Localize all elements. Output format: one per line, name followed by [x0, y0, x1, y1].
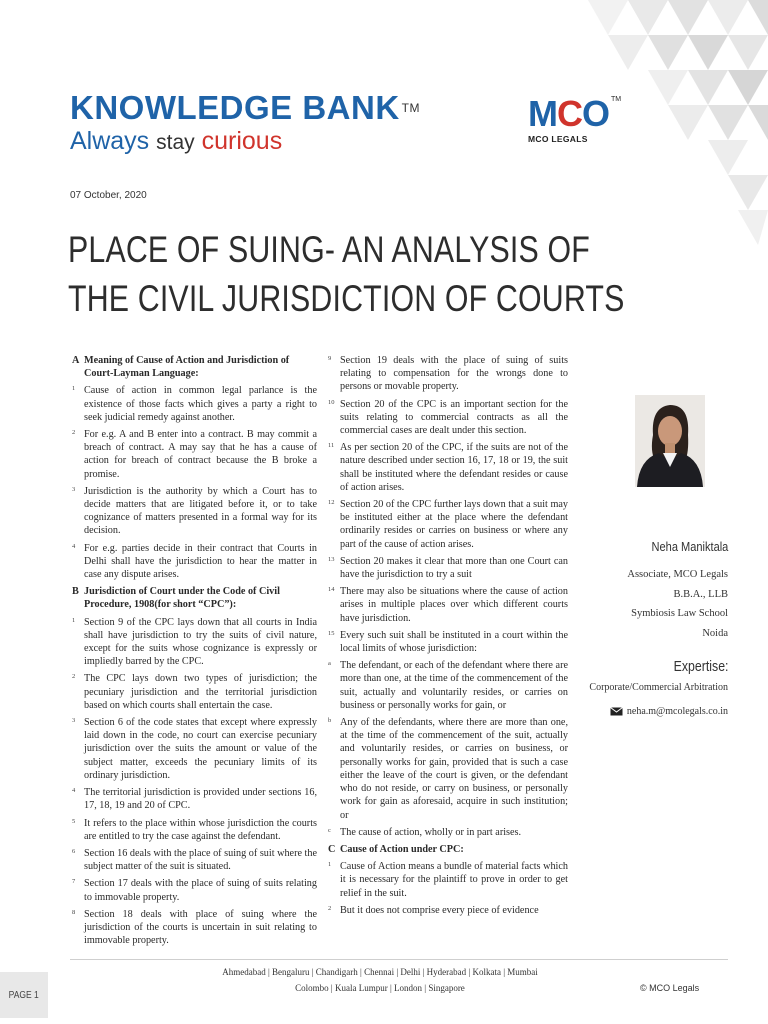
author-name: Neha Maniktala	[651, 539, 728, 554]
list-item: 3 Section 6 of the code states that except where expressly laid down in the code, no court can exercise pecuniary jurisdiction over the suits the amount or value of the subject matter, exceeds the pecuniary limits of its ordinary jurisdiction.	[72, 717, 317, 781]
page-number: PAGE 1	[0, 972, 48, 1018]
list-item: 5 It refers to the place within whose jurisdiction the courts are entitled to try the case against the defendant.	[72, 817, 317, 842]
list-item: 10 Section 20 of the CPC is an important section for the suits relating to commercial contracts as all the commercial cases are dealt under this section.	[328, 398, 568, 437]
mco-logo	[528, 93, 622, 148]
office-locations-line-2: Colombo | Kuala Lumpur | London | Singapore	[295, 983, 465, 993]
list-item: b Any of the defendants, where there are more than one, at the time of the commencement of the suit, actually and voluntarily resides, or carries on business, or personally works for gain, provided that is such a case either the leave of the court is given, or the defendant who do not reside, or carry on business, or personally work for gain as aforesaid, acquire in such institution; or	[328, 717, 568, 821]
list-item: 3 Jurisdiction is the authority by which a Court has to decide matters that are litigated before it, or to take cognizance of matters presented in a formal way for its decision.	[72, 485, 317, 537]
section-heading-b: B Jurisdiction of Court under the Code of Civil Procedure, 1908(for short “CPC”):	[72, 586, 280, 611]
list-item: 1 Cause of Action means a bundle of material facts which it is necessary for the plaintiff to prove in order to get relief in the suit.	[328, 861, 568, 899]
list-item: 9 Section 19 deals with the place of suing of suits relating to compensation for the wrongs done to persons or movable property.	[328, 355, 568, 393]
author-city: Noida	[702, 627, 728, 639]
brand-trademark: TM	[401, 101, 420, 115]
list-item: 2 For e.g. A and B enter into a contract. B may commit a breach of contract. A may say that he has a cause of action for breach of contract because the B broke a promise.	[72, 429, 317, 480]
list-item: 7 Section 17 deals with the place of suing of suits relating to immovable property.	[72, 878, 317, 903]
page-title-line-2: THE CIVIL JURISDICTION OF COURTS	[68, 278, 625, 319]
copyright: © MCO Legals	[640, 983, 700, 993]
list-item: 8 Section 18 deals with place of suing where the jurisdiction of the courts is uncertain in suit relating to immovable property.	[72, 908, 317, 947]
footer-divider	[70, 959, 728, 960]
logo-wordmark: MCO	[528, 93, 610, 134]
author-degree: B.B.A., LLB	[673, 588, 728, 600]
tagline-word-2: stay	[156, 131, 195, 154]
tagline-word-1: Always	[70, 127, 150, 155]
author-photo	[635, 395, 705, 487]
expertise-text: Corporate/Commercial Arbitration	[589, 682, 728, 693]
author-role: Associate, MCO Legals	[627, 569, 728, 580]
section-heading-c: C Cause of Action under CPC:	[328, 843, 464, 855]
list-item: 15 Every such suit shall be instituted in a court within the local limits of whose jurisdiction:	[328, 629, 568, 655]
list-item: a The defendant, or each of the defendant where there are more than one, at the time of the commencement of the suit, actually and voluntarily resides, or carries on business or personally works for gain, or	[328, 660, 568, 711]
logo-trademark: TM	[611, 96, 622, 103]
list-item: 2 But it does not comprise every piece of evidence	[328, 904, 539, 916]
brand-title-text: KNOWLEDGE BANK	[70, 89, 400, 126]
list-item: 11 As per section 20 of the CPC, if the suits are not of the nature described under section 16, 17, 18 or 19, the suit shall be instituted where the defendant resides or cause of action arises.	[328, 442, 568, 493]
expertise-label: Expertise:	[673, 659, 728, 675]
list-item: 1 Section 9 of the CPC lays down that all courts in India shall have jurisdiction to try the suits of civil nature, except for the suits whose cognizance is expressly or impliedly barred by the CPC.	[72, 616, 317, 668]
content-column-left	[72, 354, 317, 951]
office-locations	[150, 964, 610, 996]
author-details	[627, 565, 728, 643]
list-item: 6 Section 16 deals with the place of suing of suit where the subject matter of the suit is situated.	[72, 847, 317, 873]
author-email-text[interactable]: neha.m@mcolegals.co.in	[626, 706, 728, 717]
author-email[interactable]	[610, 706, 728, 717]
list-item: 12 Section 20 of the CPC further lays down that a suit may be instituted either at the place where the defendant ordinarily resides or carries on business or where any part of the cause of action arises.	[328, 499, 568, 550]
tagline-word-3: curious	[201, 127, 283, 155]
envelope-icon	[610, 707, 623, 716]
list-item: 14 There may also be situations where the cause of action arises in multiple places over which different courts have jurisdiction.	[328, 586, 568, 624]
list-item: 4 The territorial jurisdiction is provided under sections 16, 17, 18, 19 and 20 of CPC.	[72, 787, 317, 812]
page-title	[68, 225, 625, 323]
content-column-middle	[328, 354, 568, 921]
office-locations-line-1: Ahmedabad | Bengaluru | Chandigarh | Chennai | Delhi | Hyderabad | Kolkata | Mumbai	[222, 967, 538, 977]
list-item: 13 Section 20 makes it clear that more than one Court can have the jurisdiction to try a suit	[328, 555, 568, 581]
brand-header	[70, 90, 420, 158]
list-item: 1 Cause of action in common legal parlance is the existence of those facts which gives a party a right to seek judicial remedy against another.	[72, 385, 317, 423]
publication-date: 07 October, 2020	[70, 190, 147, 201]
brand-tagline	[70, 126, 420, 158]
logo-subtitle: MCO LEGALS	[528, 134, 588, 144]
list-item: 4 For e.g. parties decide in their contract that Courts in Delhi shall have the jurisdiction to hear the matter in case any dispute arises.	[72, 542, 317, 581]
list-item: 2 The CPC lays down two types of jurisdiction; the pecuniary jurisdiction and the territorial jurisdiction based on which courts shall entertain the case.	[72, 673, 317, 711]
section-heading-a: A Meaning of Cause of Action and Jurisdiction of Court-Layman Language:	[72, 355, 290, 380]
author-school: Symbiosis Law School	[631, 608, 728, 619]
brand-title	[70, 90, 420, 126]
list-item: c The cause of action, wholly or in part arises.	[328, 826, 522, 838]
page-title-line-1: PLACE OF SUING- AN ANALYSIS OF	[68, 229, 590, 270]
